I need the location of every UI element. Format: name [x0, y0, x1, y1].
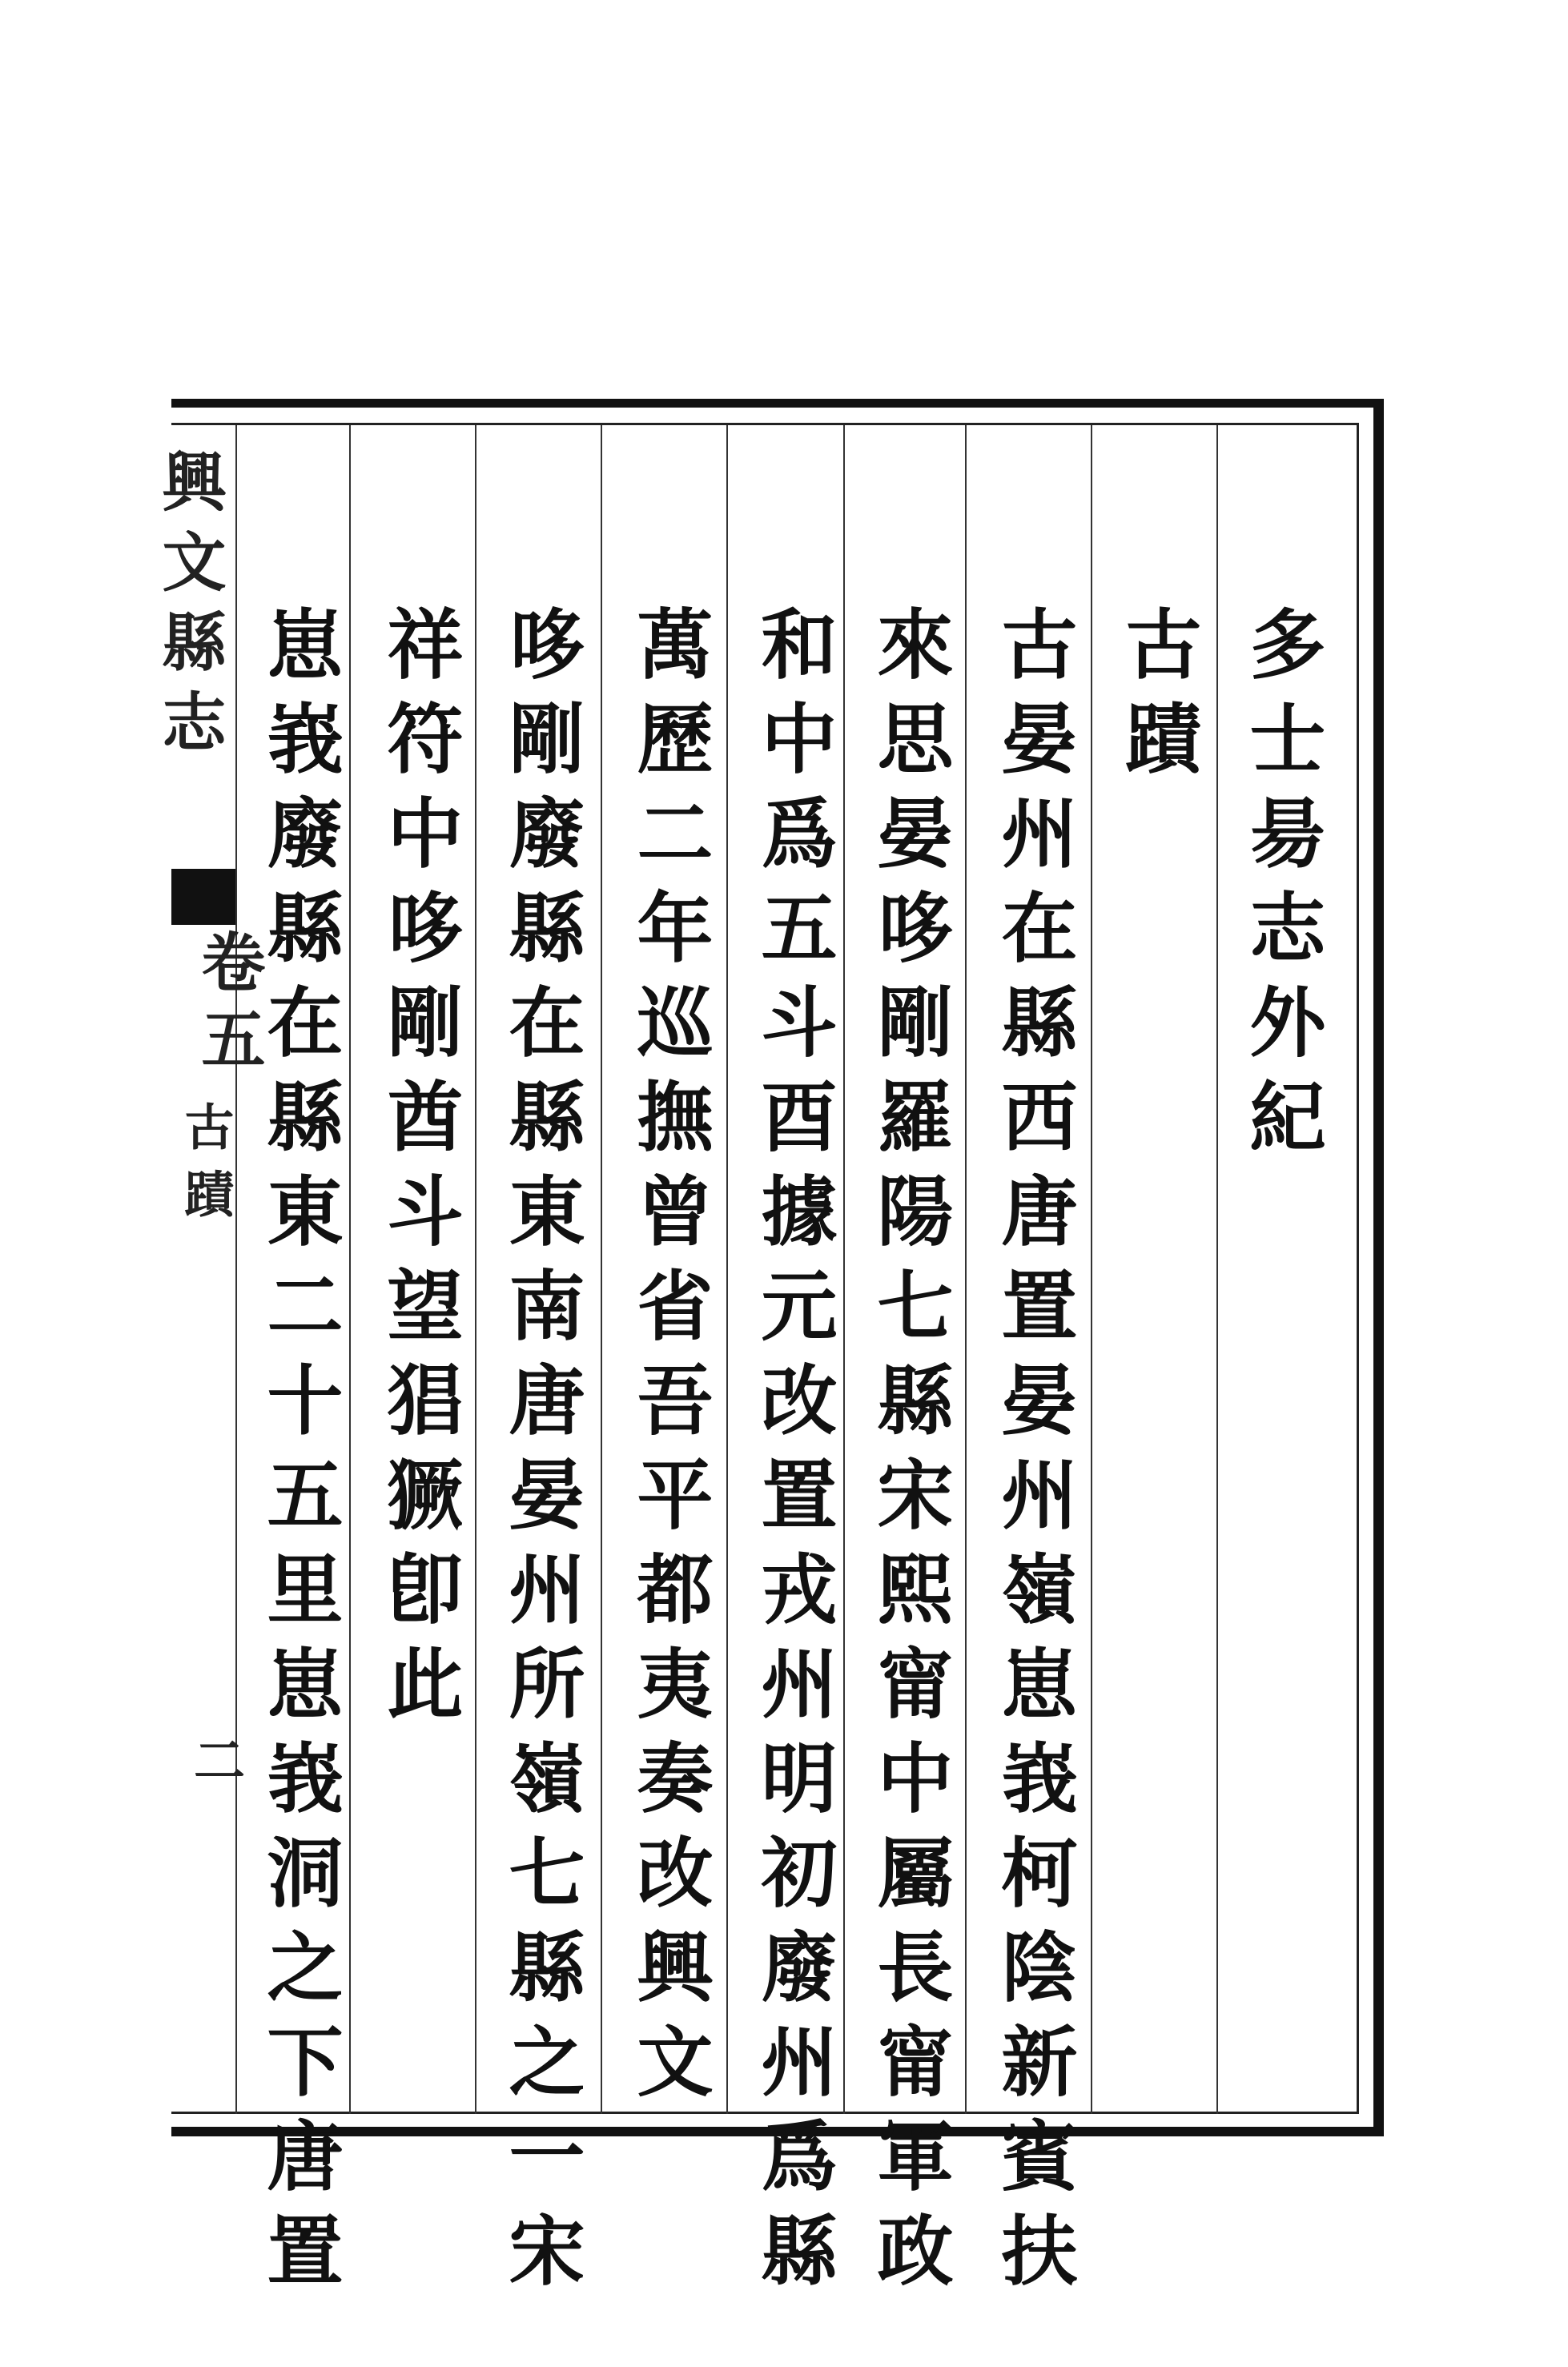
column-rule: [965, 425, 967, 2114]
text-column: 崽峩廢縣在縣東二十五里崽峩洞之下唐置: [255, 605, 344, 2305]
text-column: 來思晏哆剛羅陽七縣宋熙甯中屬長甯軍政: [865, 605, 954, 2305]
column-rule: [1091, 425, 1092, 2114]
column-rule: [843, 425, 845, 2114]
text-column: 祥符中哆剛酋斗望猖獗卽此: [375, 605, 464, 1738]
text-column: 萬歷二年巡撫曾省吾平都夷奏改興文: [625, 605, 714, 2116]
section-heading: 古蹟: [1113, 605, 1202, 794]
text-column: 哆剛廢縣在縣東南唐晏州所嶺七縣之一宋: [497, 605, 585, 2305]
column-rule: [601, 425, 602, 2114]
fish-tail-mark: [171, 869, 235, 925]
chapter-title: 多士昜志外紀: [1237, 605, 1326, 1171]
column-rule: [475, 425, 476, 2114]
volume-label: 卷五: [191, 929, 266, 1083]
page-number: 二: [185, 1734, 245, 1785]
column-rule: [235, 425, 237, 2114]
column-rule: [726, 425, 728, 2114]
text-column: 古晏州在縣西唐置晏州嶺崽峩柯陰新賓扶: [989, 605, 1078, 2305]
column-rule: [1216, 425, 1218, 2114]
text-column: 和中爲五斗酉據元改置戎州明初廢州爲縣: [749, 605, 838, 2305]
section-label: 古蹟: [176, 1101, 235, 1236]
column-rule: [349, 425, 351, 2114]
book-title: 興文縣志: [151, 448, 227, 769]
